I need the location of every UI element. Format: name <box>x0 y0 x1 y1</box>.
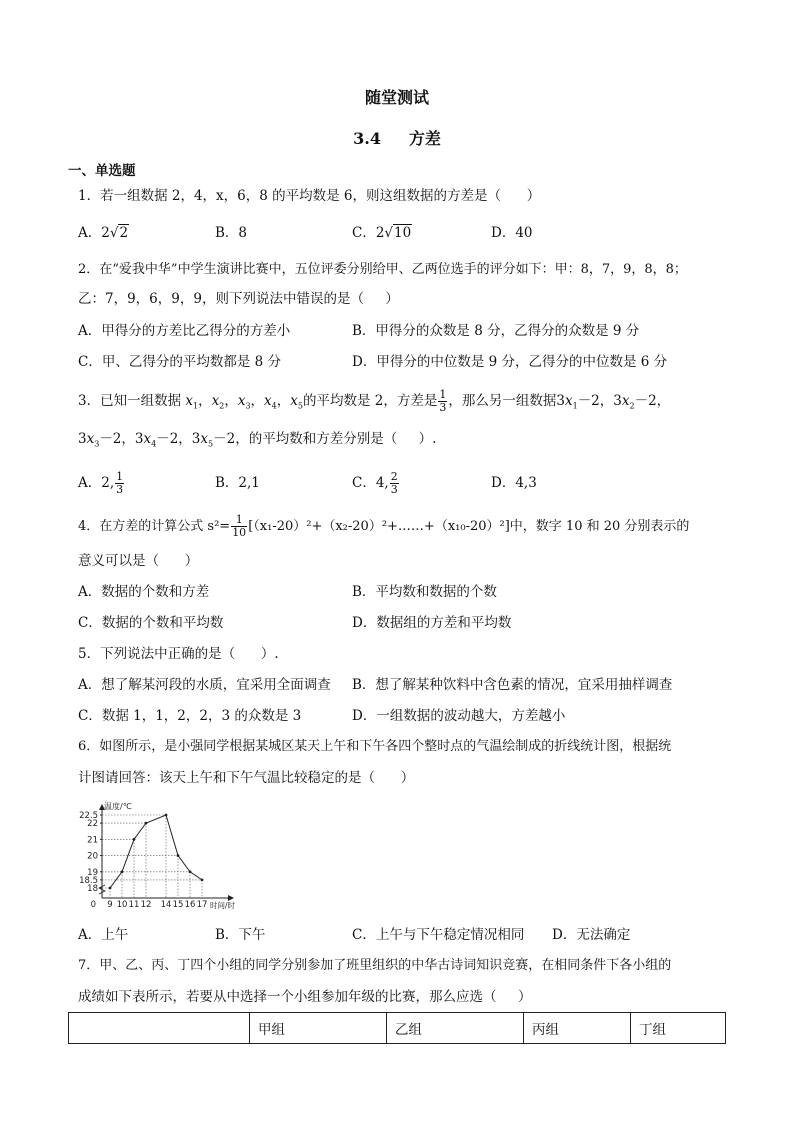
table-header-cell: 甲组 <box>250 1013 387 1044</box>
temperature-line-chart <box>70 800 240 920</box>
q3-option-a-fraction: $\frac{1}{3}$ <box>116 470 124 496</box>
q3-prefix: 3．已知一组数据 <box>78 393 182 409</box>
y-tick-label: 21 <box>87 835 98 846</box>
q6-option-a: A．上午 <box>78 927 129 943</box>
data-point <box>165 814 168 817</box>
q2-stem-line2: 乙：7，9，6，9，9，则下列说法中错误的是（ ） <box>78 291 399 307</box>
page-title: 随堂测试 <box>364 88 429 107</box>
q1-option-d: D．40 <box>491 225 533 241</box>
x-tick-label: 16 <box>184 900 196 910</box>
table-header-cell: 丁组 <box>631 1013 726 1044</box>
q3-option-c <box>352 471 400 496</box>
q3-stem-line2 <box>78 430 436 454</box>
q3-new-dataset-b: $3x_3-2$，$3x_4-2$，$3x_5-2$， <box>78 431 249 449</box>
q4-option-b: B．平均数和数据的个数 <box>352 584 497 600</box>
q3-dataset: $x_1$，$x_2$，$x_3$，$x_4$，$x_5$ <box>185 393 303 411</box>
q2-stem-line1: 2．在“爱我中华”中学生演讲比赛中，五位评委分别给甲、乙两位选手的评分如下：甲：8，7，9，8，8； <box>78 262 687 277</box>
q1-option-c <box>352 224 412 242</box>
table-header-row <box>69 1013 726 1044</box>
x-tick-label: 11 <box>128 900 140 910</box>
q3-option-b: B．2,1 <box>215 475 260 491</box>
section-heading: 一、单选题 <box>68 163 136 179</box>
sqrt-icon: √ <box>109 225 119 241</box>
q1-option-b: B．8 <box>215 225 248 241</box>
q6-option-c: C．上午与下午稳定情况相同 <box>352 927 525 943</box>
data-point <box>121 870 124 873</box>
q3-option-a-label: A．2, <box>78 475 115 491</box>
data-point <box>189 870 192 873</box>
q2-option-c: C．甲、乙得分的平均数都是 8 分 <box>78 354 282 370</box>
q3-option-c-fraction: $\frac{2}{3}$ <box>390 470 398 496</box>
temperature-series-line <box>110 815 202 888</box>
x-tick-label: 17 <box>196 900 208 910</box>
q5-option-a: A．想了解某河段的水质，宜采用全面调查 <box>78 677 331 693</box>
q3-mid: 的平均数是 2，方差是 <box>302 393 438 409</box>
y-tick-label: 18.5 <box>79 875 98 886</box>
data-point <box>177 854 180 857</box>
y-axis-label: 温度/℃ <box>104 802 132 811</box>
q4-fraction: $\frac{1}{10}$ <box>232 513 247 539</box>
q3-option-c-label: C．4, <box>352 475 389 491</box>
q4-option-d: D．数据组的方差和平均数 <box>352 615 512 631</box>
data-point <box>109 887 112 890</box>
q3-option-d: D．4,3 <box>491 475 537 491</box>
q2-option-b: B．甲得分的众数是 8 分，乙得分的众数是 9 分 <box>352 323 640 339</box>
data-point <box>145 822 148 825</box>
x-tick-label: 14 <box>160 900 172 910</box>
table-header-cell: 丙组 <box>524 1013 631 1044</box>
x-axis-label: 时间/时 <box>210 901 236 910</box>
q4-prefix: 4．在方差的计算公式 s²= <box>78 519 231 534</box>
x-tick-label: 9 <box>107 900 113 910</box>
x-tick-label: 10 <box>116 900 128 910</box>
q3-new-dataset-a: $3x_1-2$，$3x_2-2$， <box>556 393 671 411</box>
q4-formula: [（x₁-20）²+（x₂-20）²+……+（x₁₀-20）²]中，数字 10 和 20 分别表示的 <box>248 519 690 534</box>
sqrt-icon: √ <box>384 225 394 241</box>
axis-break-mark <box>99 885 105 894</box>
q1-option-c-radicand: 10 <box>394 225 412 241</box>
table-header-cell <box>69 1013 250 1044</box>
q1-option-a-radicand: 2 <box>119 225 129 241</box>
q3-post: ，那么另一组数据 <box>448 393 557 409</box>
y-tick-label: 18 <box>87 884 98 894</box>
y-tick-label: 22 <box>87 819 98 830</box>
q2-option-d: D．甲得分的中位数是 9 分，乙得分的中位数是 6 分 <box>352 354 668 370</box>
q5-stem: 5．下列说法中正确的是（ ）. <box>78 646 279 662</box>
table-header-cell: 乙组 <box>387 1013 524 1044</box>
lesson-subtitle: 3.4 方差 <box>353 129 441 148</box>
q3-stem-line1 <box>78 389 670 416</box>
q4-stem-line1 <box>78 514 689 539</box>
y-tick-label: 22.5 <box>79 811 98 821</box>
score-table <box>68 1012 726 1044</box>
q6-option-d: D．无法确定 <box>552 927 631 943</box>
q1-option-a <box>78 224 129 242</box>
y-tick-label: 20 <box>87 851 98 862</box>
q5-option-b: B．想了解某种饮料中含色素的情况，宜采用抽样调查 <box>352 677 673 693</box>
q4-option-c: C．数据的个数和平均数 <box>78 615 224 631</box>
q7-stem-line1: 7．甲、乙、丙、丁四个小组的同学分别参加了班里组织的中华古诗词知识竞赛，在相同条件下各小组的 <box>78 958 672 973</box>
y-tick-label: 19 <box>87 867 98 878</box>
x-tick-label: 15 <box>172 900 184 910</box>
q6-stem-line1: 6．如图所示，是小强同学根据某城区某天上午和下午各四个整时点的气温绘制成的折线统计图，根据统 <box>78 739 672 754</box>
q4-stem-line2: 意义可以是（ ） <box>78 553 199 569</box>
q6-option-b: B．下午 <box>215 927 266 943</box>
data-point <box>133 838 136 841</box>
q4-option-a: A．数据的个数和方差 <box>78 584 210 600</box>
q1-stem: 1．若一组数据 2，4，x，6，8 的平均数是 6，则这组数据的方差是（ ） <box>78 188 541 204</box>
q3-variance-fraction: $\frac{1}{3}$ <box>439 388 447 414</box>
q3-option-a <box>78 471 125 496</box>
q1-option-c-label: C．2 <box>352 225 385 241</box>
q2-option-a: A．甲得分的方差比乙得分的方差小 <box>78 323 291 339</box>
origin-label: 0 <box>90 900 96 910</box>
q5-option-d: D．一组数据的波动越大，方差越小 <box>352 708 566 724</box>
q3-question: 的平均数和方差分别是（ ）. <box>248 431 437 447</box>
data-point <box>201 878 204 881</box>
q5-option-c: C．数据 1，1，2，2，3 的众数是 3 <box>78 708 302 724</box>
q1-option-a-label: A．2 <box>78 225 110 241</box>
q6-stem-line2: 计图请回答：该天上午和下午气温比较稳定的是（ ） <box>78 770 415 786</box>
q7-stem-line2: 成绩如下表所示，若要从中选择一个小组参加年级的比赛，那么应选（ ） <box>78 989 532 1005</box>
x-tick-label: 12 <box>140 900 152 910</box>
